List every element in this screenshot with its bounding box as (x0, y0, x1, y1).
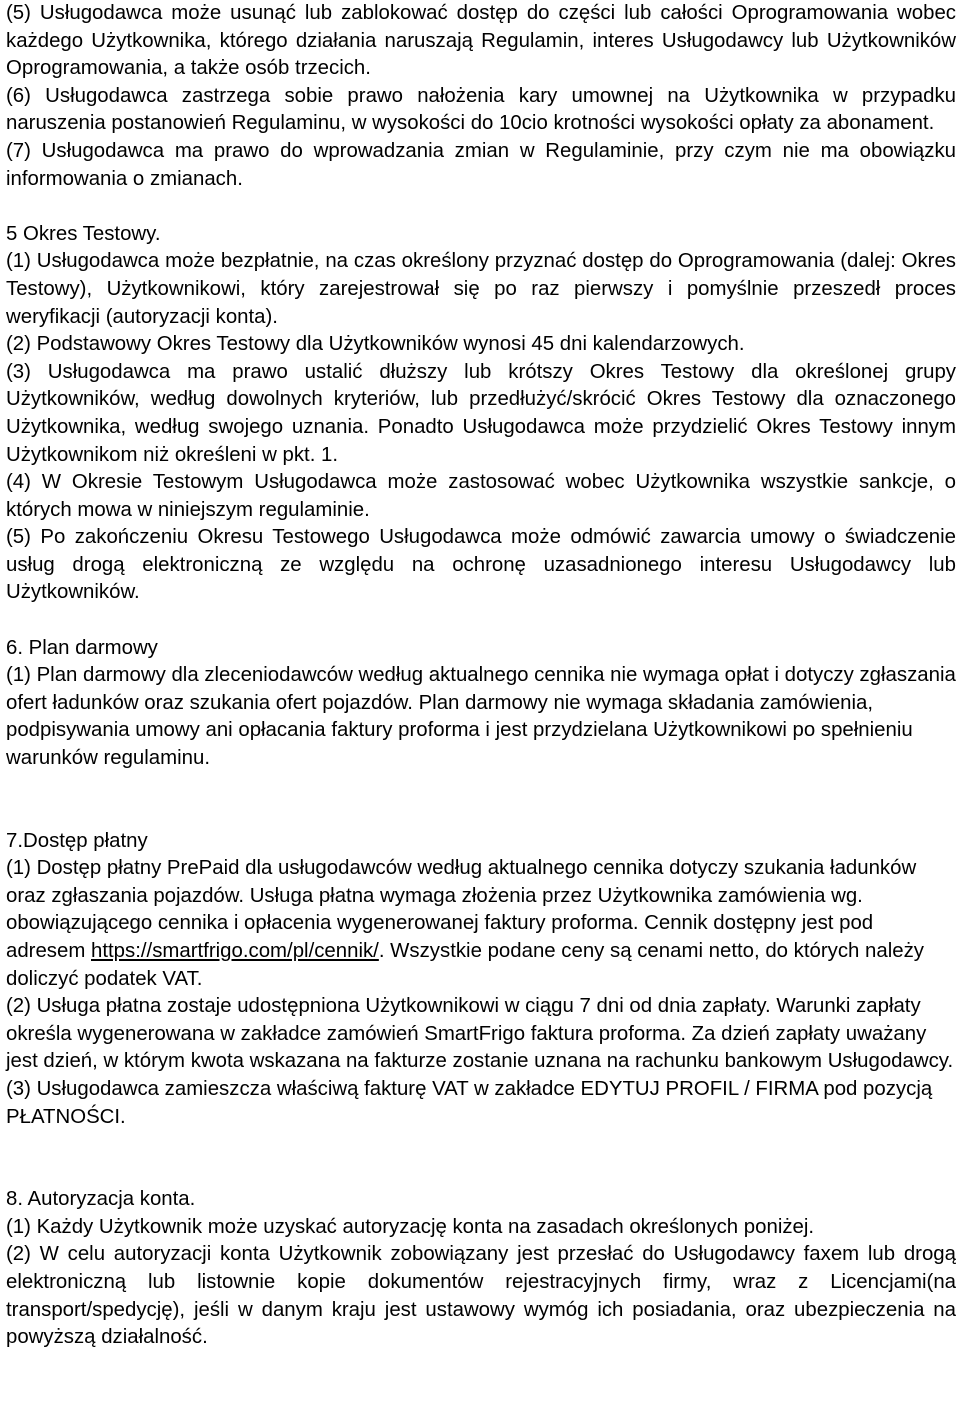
paragraph-text: (1) Dostęp płatny PrePaid dla usługodawców według aktualnego cennika dotyczy szukania ładunków oraz zgłaszania pojazdów. Usługa płatna wymaga złożenia przez Użytkownika zamówienia wg. obowiązującego cennika i opłacenia wygenerowanej faktury proforma. Cennik dostępny jest pod adresem (6, 857, 917, 962)
block-sanctions (6, 0, 956, 193)
section-heading: 5 Okres Testowy. (6, 222, 161, 245)
section-paid-access (6, 828, 956, 1132)
section-heading: 6. Plan darmowy (6, 636, 158, 659)
section-heading: 7.Dostęp płatny (6, 829, 148, 852)
paragraph: (2) Usługa płatna zostaje udostępniona Użytkownikowi w ciągu 7 dni od dnia zapłaty. Warunki zapłaty określa wygenerowana w zakładce zamówień SmartFrigo faktura proforma. Za dzień zapłaty uważany jest dzień, w którym kwota wskazana na fakturze zostanie uznana na rachunku bankowym Usługodawcy. (6, 995, 954, 1073)
section-trial-period (6, 221, 956, 607)
paragraph: (1) Plan darmowy dla zleceniodawców według aktualnego cennika nie wymaga opłat i dotyczy zgłaszania ofert ładunków oraz szukania ofert pojazdów. Plan darmowy nie wymaga składania zamówienia, podpisywania umowy ani opłacania faktury proforma i jest przydzielana Użytkownikowi po spełnieniu warunków regulaminu. (6, 664, 956, 770)
paragraph: (3) Usługodawca ma prawo ustalić dłuższy lub krótszy Okres Testowy dla określonej grupy Użytkowników, według dowolnych kryteriów, lub przedłużyć/skrócić Okres Testowy dla oznaczonego Użytkownika, według swojego uznania. Ponadto Usługodawca może przydzielić Okres Testowy innym Użytkownikom niż określeni w pkt. 1. (6, 360, 956, 466)
paragraph: (3) Usługodawca zamieszcza właściwą fakturę VAT w zakładce EDYTUJ PROFIL / FIRMA pod pozycją PŁATNOŚCI. (6, 1077, 933, 1128)
paragraph-text: . Wszystkie podane ceny są cenami netto, do których należy doliczyć podatek VAT. (6, 940, 924, 990)
pricing-link[interactable]: https://smartfrigo.com/pl/cennik/ (91, 940, 379, 962)
section-heading: 8. Autoryzacja konta. (6, 1188, 196, 1211)
paragraph: (7) Usługodawca ma prawo do wprowadzania zmian w Regulaminie, przy czym nie ma obowiązku informowania o zmianach. (6, 139, 956, 190)
paragraph: (1) Każdy Użytkownik może uzyskać autoryzację konta na zasadach określonych poniżej. (6, 1215, 815, 1238)
paragraph: (2) W celu autoryzacji konta Użytkownik zobowiązany jest przesłać do Usługodawcy faxem lub drogą elektroniczną lub listownie kopie dokumentów rejestracyjnych firmy, wraz z Licencjami(na transport/spedycję), jeśli w danym kraju jest ustawowy wymóg ich posiadania, oraz ubezpieczenia na powyższą działalność. (6, 1243, 956, 1349)
paragraph: (6) Usługodawca zastrzega sobie prawo nałożenia kary umownej na Użytkownika w przypadku naruszenia postanowień Regulaminu, w wysokości do 10cio krotności wysokości opłaty za abonament. (6, 84, 956, 135)
regulation-document (6, 0, 956, 1352)
paragraph (6, 855, 956, 993)
section-free-plan (6, 635, 956, 773)
paragraph: (1) Usługodawca może bezpłatnie, na czas określony przyznać dostęp do Oprogramowania (dalej: Okres Testowy), Użytkownikowi, który zarejestrował się po raz pierwszy i pomyślnie przeszedł proces weryfikacji (autoryzacji konta). (6, 250, 956, 328)
paragraph: (5) Usługodawca może usunąć lub zablokować dostęp do części lub całości Oprogramowania wobec każdego Użytkownika, którego działania naruszają Regulamin, interes Usługodawcy lub Użytkowników Oprogramowania, a także osób trzecich. (6, 2, 956, 80)
paragraph: (4) W Okresie Testowym Usługodawca może zastosować wobec Użytkownika wszystkie sankcje, o których mowa w niniejszym regulaminie. (6, 471, 956, 521)
paragraph: (5) Po zakończeniu Okresu Testowego Usługodawca może odmówić zawarcia umowy o świadczenie usług drogą elektroniczną ze względu na ochronę uzasadnionego interesu Usługodawcy lub Użytkowników. (6, 526, 956, 604)
paragraph: (2) Podstawowy Okres Testowy dla Użytkowników wynosi 45 dni kalendarzowych. (6, 333, 745, 356)
section-account-authorization (6, 1186, 956, 1352)
